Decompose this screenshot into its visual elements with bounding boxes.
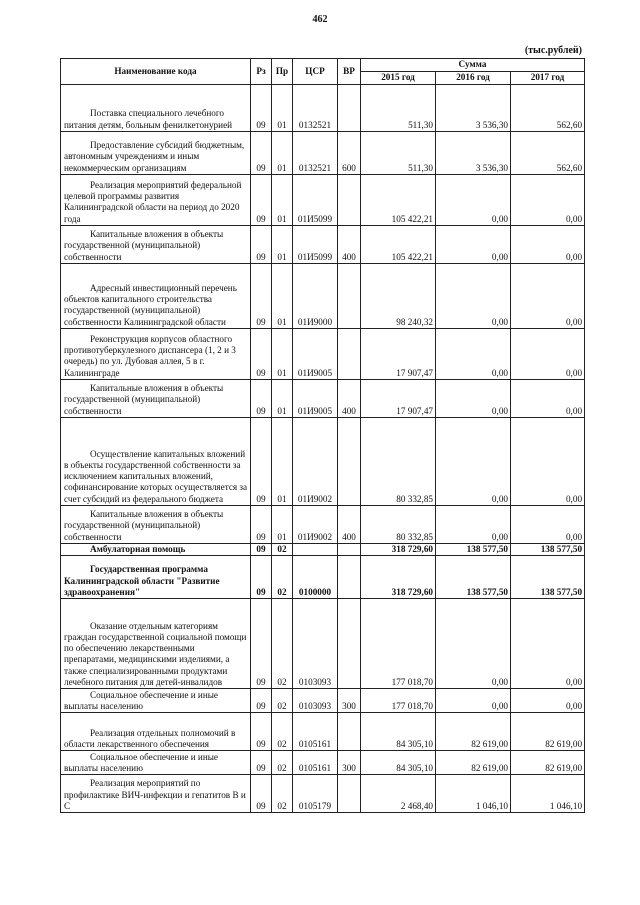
row-name	[61, 689, 251, 713]
row-name	[61, 506, 251, 544]
row-rz: 09	[251, 418, 272, 506]
row-pr: 01	[272, 85, 293, 132]
row-rz: 09	[251, 689, 272, 713]
row-sum-2015: 177 018,70	[361, 689, 436, 713]
row-name	[61, 85, 251, 132]
row-sum-2017: 0,00	[511, 329, 585, 380]
row-vr	[338, 713, 361, 751]
row-vr	[338, 264, 361, 329]
row-sum-2016: 3 536,30	[436, 85, 511, 132]
row-pr: 01	[272, 418, 293, 506]
row-vr: 400	[338, 226, 361, 264]
row-pr: 02	[272, 544, 293, 556]
row-vr: 400	[338, 506, 361, 544]
row-sum-2015: 84 305,10	[361, 751, 436, 775]
row-pr: 02	[272, 556, 293, 599]
row-csr: 01И9000	[293, 264, 338, 329]
row-csr: 01И5099	[293, 175, 338, 226]
row-csr: 01И9005	[293, 380, 338, 418]
row-sum-2017: 562,60	[511, 132, 585, 175]
row-name-text: Оказание отдельным категориям граждан государственной социальной помощи по обеспечению лекарственными препаратами, медицинскими изделиями, а также специализированными продуктами лечебного питания для детей-инвалидов	[64, 620, 247, 687]
row-sum-2016: 0,00	[436, 329, 511, 380]
row-sum-2016: 0,00	[436, 418, 511, 506]
row-name	[61, 329, 251, 380]
row-sum-2016: 138 577,50	[436, 556, 511, 599]
row-name-text: Адресный инвестиционный перечень объектов капитального строительства государственной (муниципальной) собственности Калининградской области	[64, 282, 237, 327]
row-name	[61, 556, 251, 599]
table-row	[61, 226, 585, 264]
row-name	[61, 380, 251, 418]
table-row	[61, 418, 585, 506]
row-name-text: Капитальные вложения в объекты государственной (муниципальной) собственности	[64, 229, 224, 262]
row-rz: 09	[251, 380, 272, 418]
table-row	[61, 599, 585, 689]
row-name-text: Реализация мероприятий федеральной целевой программы развития Калининградской области на период до 2020 года	[64, 179, 242, 224]
row-pr: 01	[272, 132, 293, 175]
row-sum-2017: 0,00	[511, 380, 585, 418]
header-2015: 2015 год	[361, 72, 436, 85]
row-pr: 02	[272, 689, 293, 713]
row-sum-2016: 82 619,00	[436, 751, 511, 775]
row-name	[61, 775, 251, 813]
row-sum-2016: 0,00	[436, 599, 511, 689]
table-row	[61, 556, 585, 599]
row-name	[61, 544, 251, 556]
row-name-text: Амбулаторная помощь	[90, 544, 186, 554]
row-csr: 0132521	[293, 132, 338, 175]
row-sum-2017: 0,00	[511, 264, 585, 329]
table-row	[61, 689, 585, 713]
row-sum-2016: 0,00	[436, 264, 511, 329]
row-csr: 01И9002	[293, 418, 338, 506]
row-sum-2017: 0,00	[511, 175, 585, 226]
row-sum-2017: 562,60	[511, 85, 585, 132]
row-pr: 01	[272, 380, 293, 418]
table-row	[61, 506, 585, 544]
row-name-text: Капитальные вложения в объекты государственной (муниципальной) собственности	[64, 383, 224, 416]
row-vr: 400	[338, 380, 361, 418]
row-sum-2017: 1 046,10	[511, 775, 585, 813]
row-sum-2015: 2 468,40	[361, 775, 436, 813]
row-rz: 09	[251, 556, 272, 599]
row-sum-2016: 0,00	[436, 689, 511, 713]
row-name	[61, 599, 251, 689]
row-sum-2016: 138 577,50	[436, 544, 511, 556]
row-sum-2017: 0,00	[511, 506, 585, 544]
row-sum-2015: 318 729,60	[361, 556, 436, 599]
row-vr	[338, 329, 361, 380]
row-sum-2017: 0,00	[511, 226, 585, 264]
row-sum-2015: 511,30	[361, 85, 436, 132]
row-rz: 09	[251, 85, 272, 132]
row-vr	[338, 556, 361, 599]
row-sum-2015: 511,30	[361, 132, 436, 175]
row-csr: 0105161	[293, 713, 338, 751]
header-rz: Рз	[251, 59, 272, 85]
row-vr	[338, 544, 361, 556]
table-row	[61, 329, 585, 380]
row-pr: 01	[272, 329, 293, 380]
row-sum-2016: 0,00	[436, 175, 511, 226]
row-sum-2017: 82 619,00	[511, 713, 585, 751]
header-csr: ЦСР	[293, 59, 338, 85]
row-sum-2015: 177 018,70	[361, 599, 436, 689]
row-vr	[338, 175, 361, 226]
row-name	[61, 751, 251, 775]
row-sum-2015: 318 729,60	[361, 544, 436, 556]
header-sum: Сумма	[361, 59, 585, 72]
row-sum-2015: 17 907,47	[361, 329, 436, 380]
row-csr: 0132521	[293, 85, 338, 132]
row-vr	[338, 599, 361, 689]
row-rz: 09	[251, 775, 272, 813]
table-row	[61, 380, 585, 418]
row-csr: 01И9002	[293, 506, 338, 544]
row-csr	[293, 544, 338, 556]
row-sum-2015: 80 332,85	[361, 506, 436, 544]
row-vr: 300	[338, 689, 361, 713]
row-csr: 0105179	[293, 775, 338, 813]
row-sum-2017: 82 619,00	[511, 751, 585, 775]
row-pr: 02	[272, 713, 293, 751]
row-csr: 01И9005	[293, 329, 338, 380]
row-csr: 0105161	[293, 751, 338, 775]
row-sum-2017: 138 577,50	[511, 556, 585, 599]
row-sum-2017: 138 577,50	[511, 544, 585, 556]
row-pr: 02	[272, 751, 293, 775]
header-2017: 2017 год	[511, 72, 585, 85]
header-name: Наименование кода	[61, 59, 251, 85]
row-sum-2017: 0,00	[511, 689, 585, 713]
row-rz: 09	[251, 329, 272, 380]
header-pr: Пр	[272, 59, 293, 85]
row-name-text: Социальное обеспечение и иные выплаты населению	[64, 689, 218, 711]
row-pr: 02	[272, 775, 293, 813]
row-name	[61, 264, 251, 329]
row-vr: 600	[338, 132, 361, 175]
row-sum-2016: 0,00	[436, 226, 511, 264]
row-name-text: Реализация мероприятий по профилактике ВИЧ-инфекции и гепатитов В и С	[64, 778, 246, 811]
row-rz: 09	[251, 599, 272, 689]
budget-table	[60, 58, 585, 813]
row-name-text: Осуществление капитальных вложений в объекты государственной собственности за исключением капитальных вложений, софинансирование которых осуществляется за счет субсидий из федерального бюджета	[64, 448, 248, 504]
table-row	[61, 544, 585, 556]
row-name-text: Реконструкция корпусов областного противотуберкулезного диспансера (1, 2 и 3 очередь) по ул. Дубовая аллея, 5 в г. Калининграде	[64, 333, 236, 378]
row-rz: 09	[251, 264, 272, 329]
row-name	[61, 226, 251, 264]
table-row	[61, 85, 585, 132]
row-name-text: Государственная программа Калининградской области "Развитие здравоохранения"	[64, 564, 220, 597]
header-vr: ВР	[338, 59, 361, 85]
row-sum-2017: 0,00	[511, 418, 585, 506]
row-csr: 01И5099	[293, 226, 338, 264]
row-pr: 01	[272, 226, 293, 264]
unit-note: (тыс.рублей)	[524, 45, 582, 56]
page-number: 462	[312, 14, 328, 25]
table-row	[61, 751, 585, 775]
row-name	[61, 132, 251, 175]
row-csr: 0103093	[293, 689, 338, 713]
row-sum-2016: 3 536,30	[436, 132, 511, 175]
table-row	[61, 713, 585, 751]
row-csr: 0100000	[293, 556, 338, 599]
table-row	[61, 132, 585, 175]
row-vr	[338, 418, 361, 506]
row-vr	[338, 775, 361, 813]
row-rz: 09	[251, 544, 272, 556]
row-name	[61, 713, 251, 751]
row-rz: 09	[251, 226, 272, 264]
row-rz: 09	[251, 713, 272, 751]
row-name	[61, 175, 251, 226]
row-sum-2015: 84 305,10	[361, 713, 436, 751]
row-rz: 09	[251, 132, 272, 175]
row-sum-2015: 80 332,85	[361, 418, 436, 506]
table-row	[61, 264, 585, 329]
row-sum-2017: 0,00	[511, 599, 585, 689]
row-name-text: Предоставление субсидий бюджетным, автономным учреждениям и иным некоммерческим организациям	[64, 140, 245, 173]
row-pr: 01	[272, 506, 293, 544]
row-sum-2016: 0,00	[436, 380, 511, 418]
row-sum-2015: 98 240,32	[361, 264, 436, 329]
row-vr	[338, 85, 361, 132]
row-vr: 300	[338, 751, 361, 775]
row-sum-2015: 17 907,47	[361, 380, 436, 418]
row-pr: 01	[272, 175, 293, 226]
row-name-text: Капитальные вложения в объекты государственной (муниципальной) собственности	[64, 509, 224, 542]
table-row	[61, 775, 585, 813]
row-sum-2016: 1 046,10	[436, 775, 511, 813]
row-sum-2015: 105 422,21	[361, 175, 436, 226]
row-sum-2015: 105 422,21	[361, 226, 436, 264]
row-rz: 09	[251, 751, 272, 775]
row-name-text: Социальное обеспечение и иные выплаты населению	[64, 751, 218, 773]
row-csr: 0103093	[293, 599, 338, 689]
row-sum-2016: 0,00	[436, 506, 511, 544]
row-rz: 09	[251, 506, 272, 544]
table-row	[61, 175, 585, 226]
header-2016: 2016 год	[436, 72, 511, 85]
row-sum-2016: 82 619,00	[436, 713, 511, 751]
row-pr: 02	[272, 599, 293, 689]
row-name	[61, 418, 251, 506]
row-name-text: Поставка специального лечебного питания детям, больным фенилкетонурией	[64, 108, 233, 130]
row-name-text: Реализация отдельных полномочий в области лекарственного обеспечения	[64, 727, 236, 749]
row-pr: 01	[272, 264, 293, 329]
row-rz: 09	[251, 175, 272, 226]
